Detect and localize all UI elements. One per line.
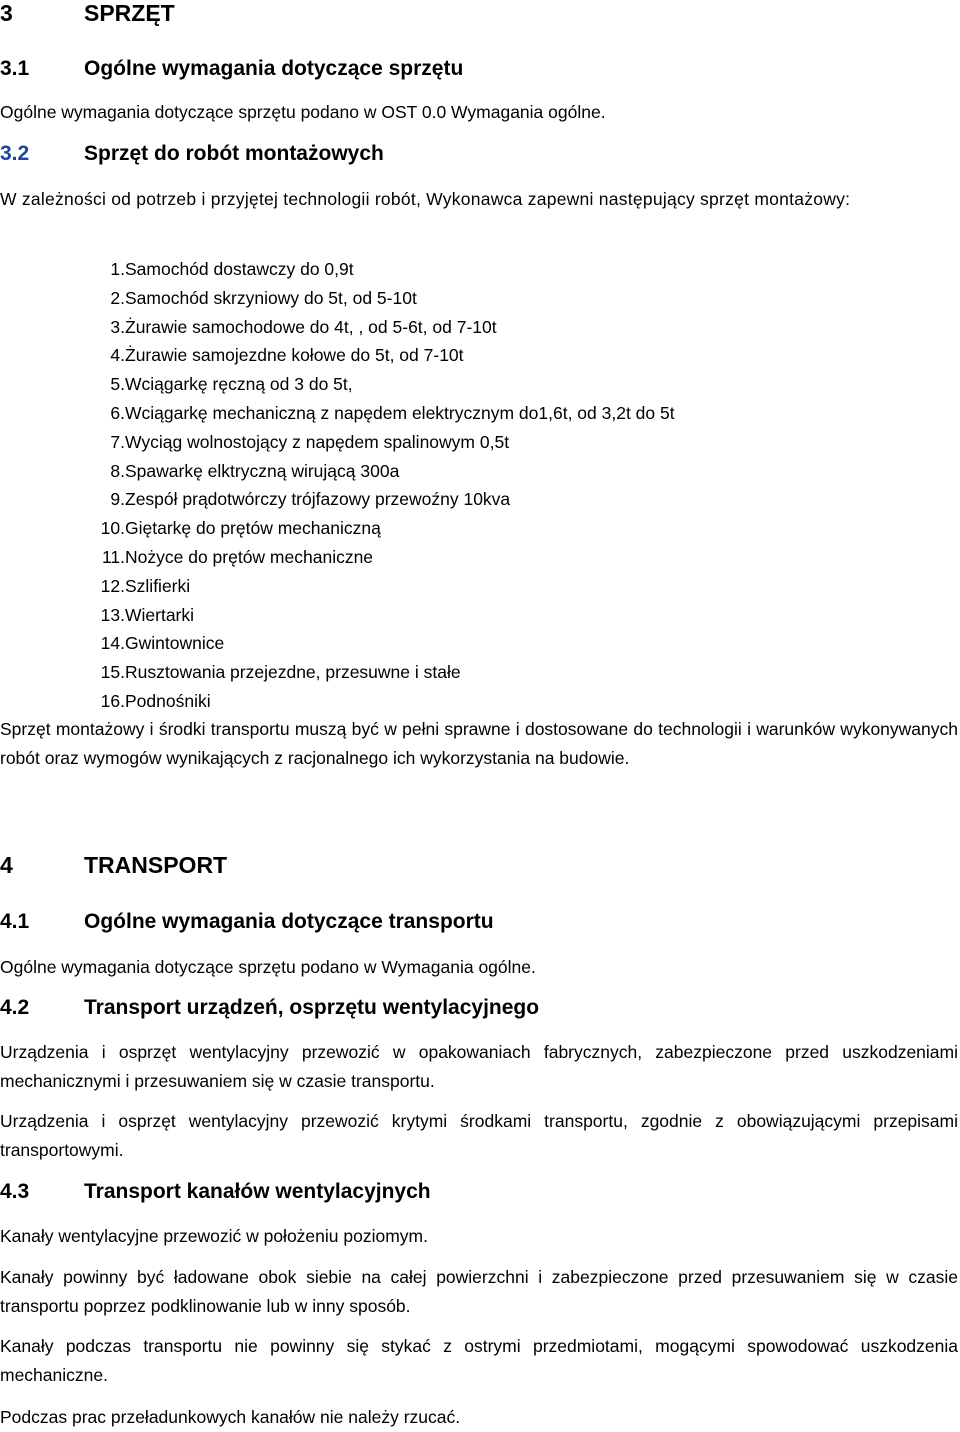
paragraph: Urządzenia i osprzęt wentylacyjny przewozić krytymi środkami transportu, zgodnie z obowiązującymi przepisami transportowymi. — [0, 1111, 958, 1160]
paragraph: Urządzenia i osprzęt wentylacyjny przewozić w opakowaniach fabrycznych, zabezpieczone przed uszkodzeniami mechanicznymi i przesuwaniem się w czasie transportu. — [0, 1042, 958, 1091]
paragraph: Kanały wentylacyjne przewozić w położeniu poziomym. — [0, 1226, 428, 1246]
paragraph: Podczas prac przeładunkowych kanałów nie należy rzucać. — [0, 1407, 461, 1427]
list-item: 16. Podnośniki — [100, 690, 211, 711]
list-item: 5. Wciągarkę ręczną od 3 do 5t, — [110, 374, 353, 395]
list-item: 13. Wiertarki — [100, 604, 195, 625]
list-item: 4. Żurawie samojezdne kołowe do 5t, od 7-10t — [110, 345, 464, 366]
subsection-number: 4.2 — [0, 996, 30, 1019]
paragraph: Ogólne wymagania dotyczące sprzętu podano w OST 0.0 Wymagania ogólne. — [0, 102, 606, 122]
list-item: 2. Samochód skrzyniowy do 5t, od 5-10t — [110, 287, 417, 308]
list-item: 10. Giętarkę do prętów mechaniczną — [100, 518, 381, 539]
list-item: 14. Gwintownice — [100, 633, 225, 654]
subsection-number: 3.2 — [0, 142, 30, 165]
subsection-heading-3-1 — [0, 57, 463, 81]
section-number: 3 — [0, 0, 13, 26]
section-title: SPRZĘT — [84, 0, 175, 26]
list-item: 11. Nożyce do prętów mechaniczne — [101, 546, 374, 567]
paragraph: Kanały podczas transportu nie powinny się stykać z ostrymi przedmiotami, mogącymi spowodować uszkodzenia mechaniczne. — [0, 1336, 958, 1385]
equipment-list — [78, 255, 675, 716]
section-title: TRANSPORT — [84, 852, 228, 878]
list-item: 15. Rusztowania przejezdne, przesuwne i stałe — [100, 662, 461, 683]
paragraph-intro: W zależności od potrzeb i przyjętej technologii robót, Wykonawca zapewni następujący sprzęt montażowy: — [0, 189, 851, 209]
section-number: 4 — [0, 852, 13, 878]
subsection-number: 4.1 — [0, 910, 30, 933]
list-item: 1. Samochód dostawczy do 0,9t — [110, 259, 354, 279]
subsection-title: Ogólne wymagania dotyczące transportu — [84, 910, 494, 933]
subsection-number: 3.1 — [0, 57, 30, 80]
paragraph: Ogólne wymagania dotyczące sprzętu podano w Wymagania ogólne. — [0, 957, 536, 977]
subsection-number: 4.3 — [0, 1180, 30, 1203]
subsection-heading-4-1 — [0, 910, 494, 934]
section-heading-4 — [0, 852, 227, 879]
subsection-title: Transport urządzeń, osprzętu wentylacyjnego — [84, 996, 540, 1019]
subsection-title: Transport kanałów wentylacyjnych — [84, 1180, 431, 1203]
subsection-heading-4-2 — [0, 996, 539, 1020]
list-item: 7. Wyciąg wolnostojący z napędem spalinowym 0,5t — [110, 431, 510, 452]
paragraph: Kanały powinny być ładowane obok siebie na całej powierzchni i zabezpieczone przed przesuwaniem się w czasie transportu poprzez podklinowanie lub w inny sposób. — [0, 1267, 958, 1316]
section-heading-3 — [0, 0, 175, 27]
subsection-title: Ogólne wymagania dotyczące sprzętu — [84, 57, 464, 80]
subsection-title: Sprzęt do robót montażowych — [84, 142, 384, 165]
list-item: 9. Zespół prądotwórczy trójfazowy przewoźny 10kva — [110, 489, 511, 510]
subsection-heading-4-3 — [0, 1180, 431, 1204]
paragraph-closing: Sprzęt montażowy i środki transportu muszą być w pełni sprawne i dostosowane do technologii i warunków wykonywanych robót oraz wymogów wynikających z racjonalnego ich wykorzystania na budowie. — [0, 719, 958, 768]
list-item: 8. Spawarkę elktryczną wirującą 300a — [110, 460, 400, 481]
list-item: 3. Żurawie samochodowe do 4t, , od 5-6t, od 7-10t — [110, 316, 497, 337]
list-item: 6. Wciągarkę mechaniczną z napędem elektrycznym do1,6t, od 3,2t do 5t — [110, 402, 675, 423]
subsection-heading-3-2 — [0, 142, 384, 166]
list-item: 12. Szlifierki — [100, 575, 191, 596]
